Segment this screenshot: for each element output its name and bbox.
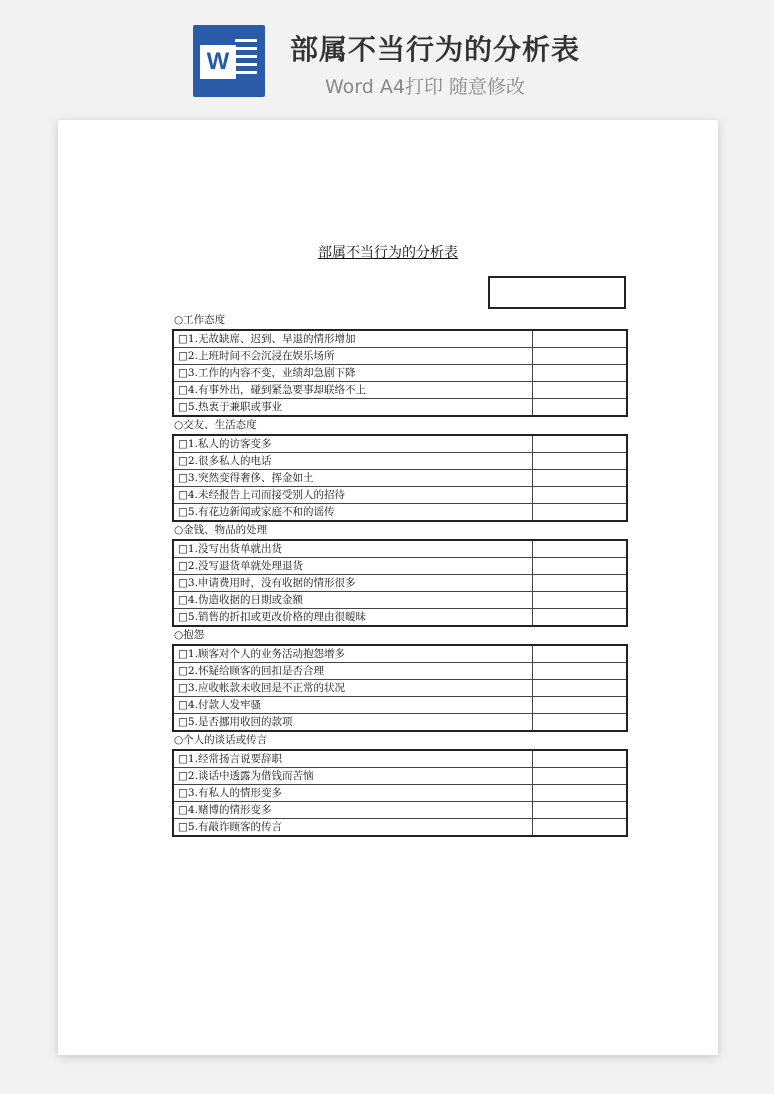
answer-cell[interactable] bbox=[533, 382, 628, 399]
answer-cell[interactable] bbox=[533, 470, 628, 487]
section-title: ○金钱、物品的处理 bbox=[174, 524, 268, 536]
section-table bbox=[172, 749, 628, 837]
banner bbox=[0, 0, 774, 110]
checklist-row bbox=[173, 558, 627, 575]
banner-subtitle: Word A4打印 随意修改 bbox=[325, 76, 526, 98]
checklist bbox=[172, 312, 628, 837]
score-box[interactable] bbox=[488, 276, 626, 309]
checklist-row bbox=[173, 609, 627, 627]
answer-cell[interactable] bbox=[533, 558, 628, 575]
answer-cell[interactable] bbox=[533, 365, 628, 382]
checklist-row bbox=[173, 540, 627, 558]
checklist-item[interactable]: □1.顾客对个人的业务活动抱怨增多 bbox=[173, 645, 533, 663]
checklist-row bbox=[173, 435, 627, 453]
answer-cell[interactable] bbox=[533, 645, 628, 663]
document-title: 部属不当行为的分析表 bbox=[318, 245, 458, 261]
checklist-item[interactable]: □5.是否挪用收回的款项 bbox=[173, 714, 533, 732]
section-table bbox=[172, 539, 628, 627]
checklist-row bbox=[173, 487, 627, 504]
checklist-item[interactable]: □2.很多私人的电话 bbox=[173, 453, 533, 470]
checklist-row bbox=[173, 470, 627, 487]
answer-cell[interactable] bbox=[533, 540, 628, 558]
checklist-item[interactable]: □2.上班时间不会沉浸在娱乐场所 bbox=[173, 348, 533, 365]
checklist-row bbox=[173, 785, 627, 802]
checklist-item[interactable]: □5.销售的折扣或更改价格的理由很暧昧 bbox=[173, 609, 533, 627]
checklist-item[interactable]: □3.工作的内容不变，业绩却急剧下降 bbox=[173, 365, 533, 382]
answer-cell[interactable] bbox=[533, 435, 628, 453]
checklist-item[interactable]: □2.怀疑给顾客的回扣是否合理 bbox=[173, 663, 533, 680]
checklist-item[interactable]: □5.热衷于兼职或事业 bbox=[173, 399, 533, 417]
answer-cell[interactable] bbox=[533, 680, 628, 697]
section-table bbox=[172, 434, 628, 522]
section-table bbox=[172, 644, 628, 732]
answer-cell[interactable] bbox=[533, 453, 628, 470]
answer-cell[interactable] bbox=[533, 504, 628, 522]
checklist-row bbox=[173, 504, 627, 522]
answer-cell[interactable] bbox=[533, 750, 628, 768]
checklist-item[interactable]: □3.申请费用时，没有收据的情形很多 bbox=[173, 575, 533, 592]
answer-cell[interactable] bbox=[533, 575, 628, 592]
checklist-item[interactable]: □2.没写退货单就处理退货 bbox=[173, 558, 533, 575]
word-icon bbox=[193, 25, 265, 97]
checklist-item[interactable]: □3.应收帐款未收回是不正常的状况 bbox=[173, 680, 533, 697]
answer-cell[interactable] bbox=[533, 663, 628, 680]
checklist-item[interactable]: □5.有花边新闻或家庭不和的谣传 bbox=[173, 504, 533, 522]
answer-cell[interactable] bbox=[533, 609, 628, 627]
checklist-row bbox=[173, 575, 627, 592]
checklist-item[interactable]: □5.有敲诈顾客的传言 bbox=[173, 819, 533, 837]
answer-cell[interactable] bbox=[533, 819, 628, 837]
checklist-row bbox=[173, 382, 627, 399]
checklist-item[interactable]: □1.私人的访客变多 bbox=[173, 435, 533, 453]
section-title: ○个人的谈话或传言 bbox=[174, 734, 268, 746]
answer-cell[interactable] bbox=[533, 487, 628, 504]
checklist-row bbox=[173, 680, 627, 697]
section-title: ○交友、生活态度 bbox=[174, 419, 257, 431]
checklist-row bbox=[173, 663, 627, 680]
checklist-item[interactable]: □4.赌博的情形变多 bbox=[173, 802, 533, 819]
checklist-row bbox=[173, 365, 627, 382]
checklist-item[interactable]: □3.突然变得奢侈、挥金如土 bbox=[173, 470, 533, 487]
checklist-row bbox=[173, 750, 627, 768]
checklist-item[interactable]: □4.付款人发牢骚 bbox=[173, 697, 533, 714]
answer-cell[interactable] bbox=[533, 330, 628, 348]
checklist-row bbox=[173, 645, 627, 663]
document-page bbox=[58, 120, 718, 1055]
answer-cell[interactable] bbox=[533, 768, 628, 785]
section-title: ○抱怨 bbox=[174, 629, 205, 641]
checklist-item[interactable]: □1.经常扬言说要辞职 bbox=[173, 750, 533, 768]
checklist-row bbox=[173, 399, 627, 417]
checklist-row bbox=[173, 714, 627, 732]
answer-cell[interactable] bbox=[533, 348, 628, 365]
checklist-item[interactable]: □4.伪造收据的日期或金额 bbox=[173, 592, 533, 609]
section-title: ○工作态度 bbox=[174, 314, 226, 326]
answer-cell[interactable] bbox=[533, 697, 628, 714]
answer-cell[interactable] bbox=[533, 592, 628, 609]
word-icon-letter: W bbox=[200, 45, 236, 79]
checklist-row bbox=[173, 697, 627, 714]
checklist-row bbox=[173, 592, 627, 609]
answer-cell[interactable] bbox=[533, 714, 628, 732]
answer-cell[interactable] bbox=[533, 802, 628, 819]
answer-cell[interactable] bbox=[533, 785, 628, 802]
checklist-row bbox=[173, 819, 627, 837]
checklist-row bbox=[173, 453, 627, 470]
checklist-item[interactable]: □1.没写出货单就出货 bbox=[173, 540, 533, 558]
checklist-item[interactable]: □3.有私人的情形变多 bbox=[173, 785, 533, 802]
checklist-item[interactable]: □4.有事外出，碰到紧急要事却联络不上 bbox=[173, 382, 533, 399]
checklist-item[interactable]: □2.谈话中透露为借钱而苦恼 bbox=[173, 768, 533, 785]
answer-cell[interactable] bbox=[533, 399, 628, 417]
checklist-item[interactable]: □1.无故缺席、迟到、早退的情形增加 bbox=[173, 330, 533, 348]
checklist-row bbox=[173, 330, 627, 348]
checklist-row bbox=[173, 348, 627, 365]
checklist-row bbox=[173, 768, 627, 785]
section-table bbox=[172, 329, 628, 417]
banner-title: 部属不当行为的分析表 bbox=[290, 33, 581, 66]
checklist-item[interactable]: □4.未经报告上司而接受别人的招待 bbox=[173, 487, 533, 504]
checklist-row bbox=[173, 802, 627, 819]
